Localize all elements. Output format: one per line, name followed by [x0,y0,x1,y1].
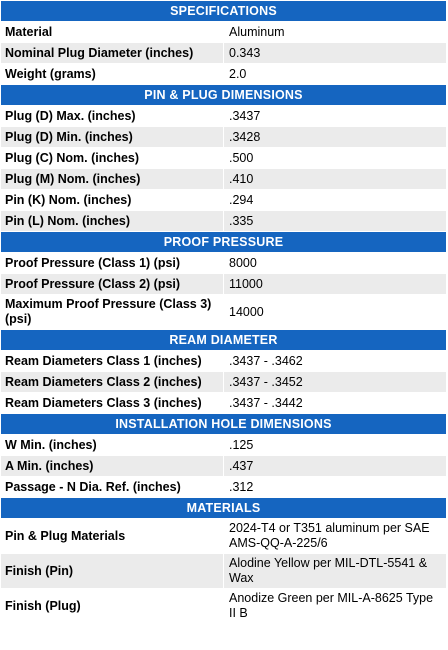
spec-label: Plug (C) Nom. (inches) [1,148,224,169]
spec-row [1,393,447,414]
spec-row [1,351,447,372]
spec-label: A Min. (inches) [1,456,224,477]
spec-row [1,211,447,232]
spec-label: Pin (K) Nom. (inches) [1,190,224,211]
spec-label: W Min. (inches) [1,435,224,456]
section-header-installation-hole-dimensions [1,414,447,435]
section-header-materials [1,498,447,519]
section-header-specifications [1,1,447,22]
spec-value: Alodine Yellow per MIL-DTL-5541 & Wax [224,554,447,589]
spec-row [1,519,447,554]
spec-row [1,435,447,456]
spec-row [1,64,447,85]
spec-label: Pin (L) Nom. (inches) [1,211,224,232]
spec-row [1,456,447,477]
spec-value: .437 [224,456,447,477]
spec-value: .335 [224,211,447,232]
spec-value: .500 [224,148,447,169]
spec-row [1,169,447,190]
spec-label: Nominal Plug Diameter (inches) [1,43,224,64]
spec-row [1,477,447,498]
spec-label: Passage - N Dia. Ref. (inches) [1,477,224,498]
spec-label: Proof Pressure (Class 1) (psi) [1,253,224,274]
spec-value: 2024-T4 or T351 aluminum per SAE AMS-QQ-A-225/6 [224,519,447,554]
spec-label: Plug (D) Max. (inches) [1,106,224,127]
spec-row [1,589,447,624]
section-title: PIN & PLUG DIMENSIONS [1,85,447,106]
spec-label: Proof Pressure (Class 2) (psi) [1,274,224,295]
section-header-pin-plug-dimensions [1,85,447,106]
spec-value: 8000 [224,253,447,274]
spec-label: Ream Diameters Class 1 (inches) [1,351,224,372]
spec-value: .3437 [224,106,447,127]
spec-row [1,274,447,295]
spec-label: Plug (M) Nom. (inches) [1,169,224,190]
spec-value: .3437 - .3452 [224,372,447,393]
spec-value: 11000 [224,274,447,295]
spec-row [1,554,447,589]
spec-value: .3437 - .3442 [224,393,447,414]
spec-label: Ream Diameters Class 3 (inches) [1,393,224,414]
spec-value: Aluminum [224,22,447,43]
spec-row [1,43,447,64]
section-header-proof-pressure [1,232,447,253]
section-title: PROOF PRESSURE [1,232,447,253]
spec-row [1,372,447,393]
spec-value: .125 [224,435,447,456]
spec-label: Plug (D) Min. (inches) [1,127,224,148]
section-title: INSTALLATION HOLE DIMENSIONS [1,414,447,435]
spec-label: Material [1,22,224,43]
spec-row [1,22,447,43]
spec-value: 0.343 [224,43,447,64]
section-header-ream-diameter [1,330,447,351]
spec-value: .312 [224,477,447,498]
spec-label: Pin & Plug Materials [1,519,224,554]
spec-row [1,190,447,211]
spec-label: Finish (Plug) [1,589,224,624]
spec-row [1,127,447,148]
spec-value: .3428 [224,127,447,148]
spec-label: Maximum Proof Pressure (Class 3) (psi) [1,295,224,330]
section-title: REAM DIAMETER [1,330,447,351]
spec-value: 14000 [224,295,447,330]
spec-label: Ream Diameters Class 2 (inches) [1,372,224,393]
section-title: MATERIALS [1,498,447,519]
spec-label: Weight (grams) [1,64,224,85]
section-title: SPECIFICATIONS [1,1,447,22]
spec-row [1,253,447,274]
spec-value: .294 [224,190,447,211]
spec-value: .410 [224,169,447,190]
spec-value: .3437 - .3462 [224,351,447,372]
spec-value: 2.0 [224,64,447,85]
spec-label: Finish (Pin) [1,554,224,589]
spec-row [1,148,447,169]
spec-row [1,295,447,330]
spec-row [1,106,447,127]
spec-value: Anodize Green per MIL-A-8625 Type II B [224,589,447,624]
